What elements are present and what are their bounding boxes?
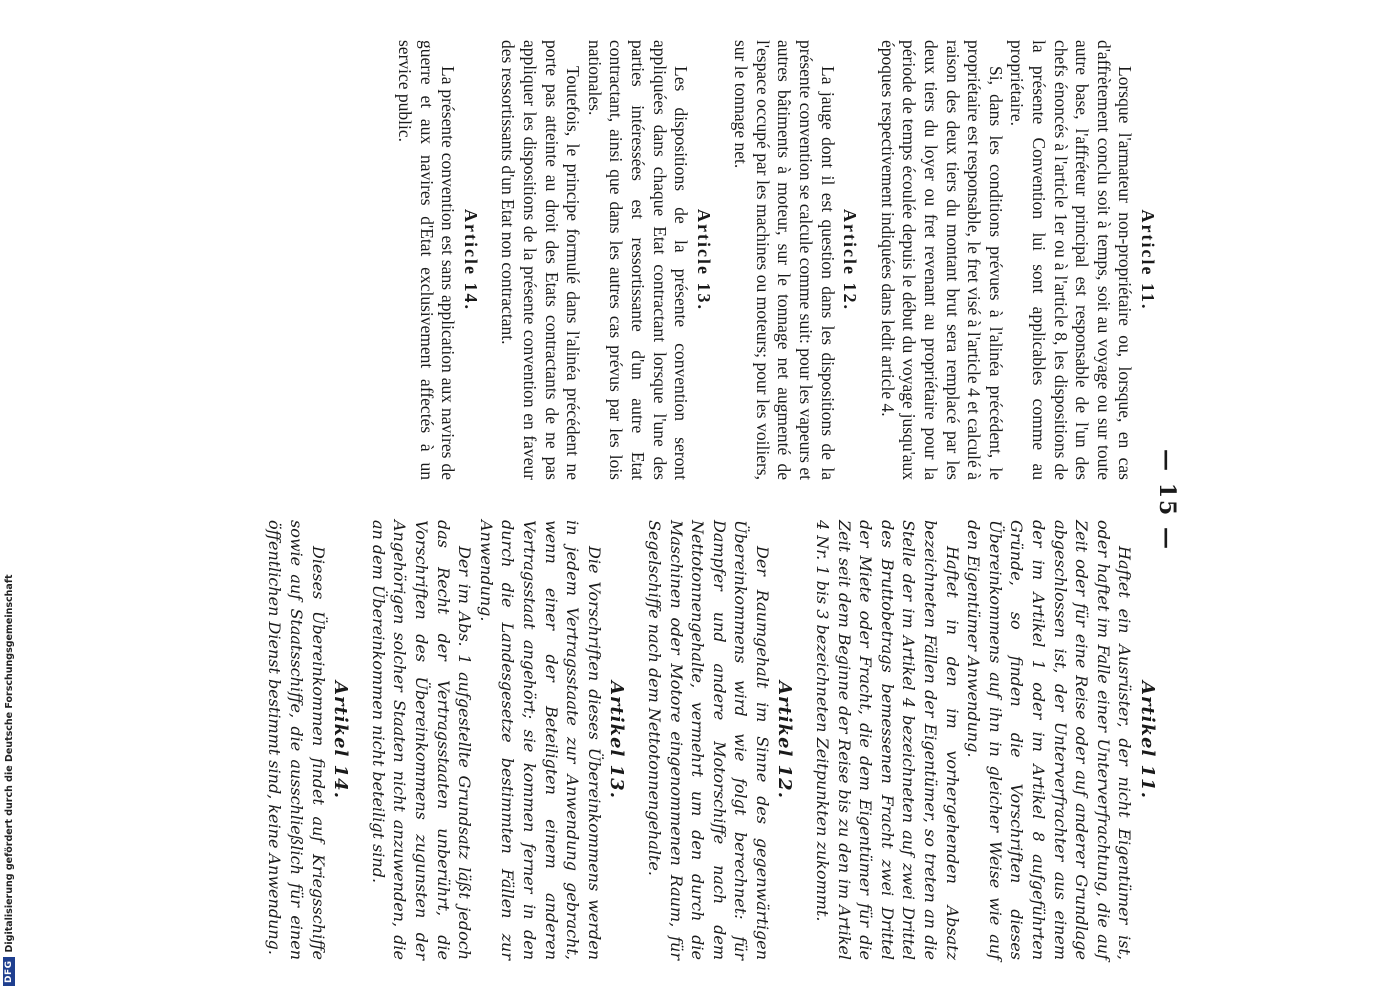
- article-14-fr: [393, 40, 480, 480]
- article-title: Artikel 13.: [606, 681, 628, 799]
- article-paragraph: Der im Abs. 1 aufgestellte Grundsatz läßt jedoch das Recht der Vertragsstaaten unberührt, die Vorschriften des Übereinkommens zugunsten der Angehörigen solcher Staaten nicht anzuwenden, die an dem Übereinkommen nicht beteiligt sind.: [368, 520, 475, 960]
- article-paragraph: Haftet ein Ausrüster, der nicht Eigentümer ist, oder haftet im Falle einer Unterverfrachtung, die auf Zeit oder für eine Reise oder auf anderer Grundlage abgeschlossen ist, der Unterverfrachter aus einem der im Artikel 1 oder im Artikel 8 aufgeführten Gründe, so finden die Vorschriften dieses Übereinkommens auf ihn in gleicher Weise wie auf den Eigentümer Anwendung.: [964, 520, 1135, 960]
- article-title: Artikel 14.: [330, 681, 352, 799]
- article-11-fr: [876, 40, 1158, 480]
- article-title: Article 11.: [1138, 209, 1158, 311]
- german-column: [264, 520, 1158, 960]
- footer-text: Digitalisierung gefördert durch die Deutsche Forschungsgemeinschaft: [3, 574, 15, 953]
- document-page: [90, 0, 1190, 1000]
- artikel-11-de: [812, 520, 1159, 960]
- article-paragraph: Haftet in den im vorhergehenden Absatz bezeichneten Fällen der Eigentümer, so treten an die Stelle der im Artikel 4 bezeichneten auf zwei Drittel des Bruttobetrags bemessenen Fracht zwei Drittel der Miete oder Fracht, die dem Eigentümer für die Zeit seit dem Beginne der Reise bis zu den im Artikel 4 Nr. 1 bis 3 bezeichneten Zeitpunkten zukommt.: [813, 520, 962, 960]
- article-title: Article 12.: [840, 209, 861, 311]
- french-column: [393, 40, 1158, 480]
- article-title: Artikel 12.: [774, 681, 796, 799]
- article-title: Article 13.: [693, 209, 714, 311]
- dfg-logo: DFG: [3, 957, 15, 986]
- article-title: Artikel 11.: [1137, 681, 1158, 799]
- article-paragraph: La jauge dont il est question dans les dispositions de la présente convention se calcule comme suit: pour les vapeurs et autres bâtiments à moteur, sur le tonnage net augmenté de l'espace occupé par les machines ou moteurs; pour les voiliers, sur le tonnage net.: [731, 40, 838, 480]
- article-paragraph: La présente convention est sans application aux navires de guerre et aux navires d'Etat exclusivement affectés à un service public.: [395, 40, 459, 480]
- digitisation-footer: [0, 0, 20, 1000]
- article-paragraph: Dieses Übereinkommen findet auf Kriegsschiffe sowie auf Staatsschiffe, die ausschließlich für einen öffentlichen Dienst bestimmt sind, keine Anwendung.: [265, 520, 328, 960]
- article-paragraph: Toutefois, le principe formulé dans l'alinéa précédent ne porte pas atteinte au droit des Etats contractants de ne pas appliquer les dispositions de la présente convention en faveur des ressortissants d'un Etat non contractant.: [498, 40, 584, 480]
- page-number: — 15 —: [1154, 449, 1180, 551]
- artikel-14-de: [264, 520, 351, 960]
- artikel-13-de: [367, 520, 627, 960]
- article-paragraph: Die Vorschriften dieses Übereinkommens werden in jedem Vertragsstaate zur Anwendung gebracht, wenn einer der Beteiligten einem anderen Vertragsstaat angehört; sie kommen ferner in den durch die Landesgesetze bestimmten Fällen zur Anwendung.: [476, 520, 604, 960]
- article-title: Article 14.: [460, 209, 481, 311]
- article-paragraph: Si, dans les conditions prévues à l'alinéa précédent, le propriétaire est responsable, le fret visé à l'article 4 et calculé à raison des deux tiers du montant brut sera remplacé par les deux tiers du loyer ou fret revenant au propriétaire pour la période de temps écoulée depuis le début du voyage jusqu'aux époques respectivement indiquées dans ledit article 4.: [877, 40, 1006, 480]
- article-paragraph: Lorsque l'armateur non-propriétaire ou, lorsque, en cas d'affrètement conclu soit à temps, soit au voyage ou sur toute autre base, l'affréteur principal est responsable de l'un des chefs énoncés à l'article 1er ou à l'article 8, les dispositions de la présente Convention lui sont applicables comme au propriétaire.: [1007, 40, 1136, 480]
- artikel-12-de: [643, 520, 795, 960]
- article-13-fr: [497, 40, 714, 480]
- article-paragraph: Der Raumgehalt im Sinne des gegenwärtigen Übereinkommens wird wie folgt berechnet: für Dampfer und andere Motorschiffe nach dem Nettotonnengehalte, vermehrt um den durch die Maschinen oder Motore eingenommenen Raum, für Segelschiffe nach dem Nettotonnengehalte.: [644, 520, 772, 960]
- article-12-fr: [730, 40, 861, 480]
- article-paragraph: Les dispositions de la présente convention seront appliquées dans chaque Etat contractant lorsque l'une des parties intéressées est ressortissante d'un autre Etat contractant, ainsi que dans les autres cas prévus par les lois nationales.: [584, 40, 692, 480]
